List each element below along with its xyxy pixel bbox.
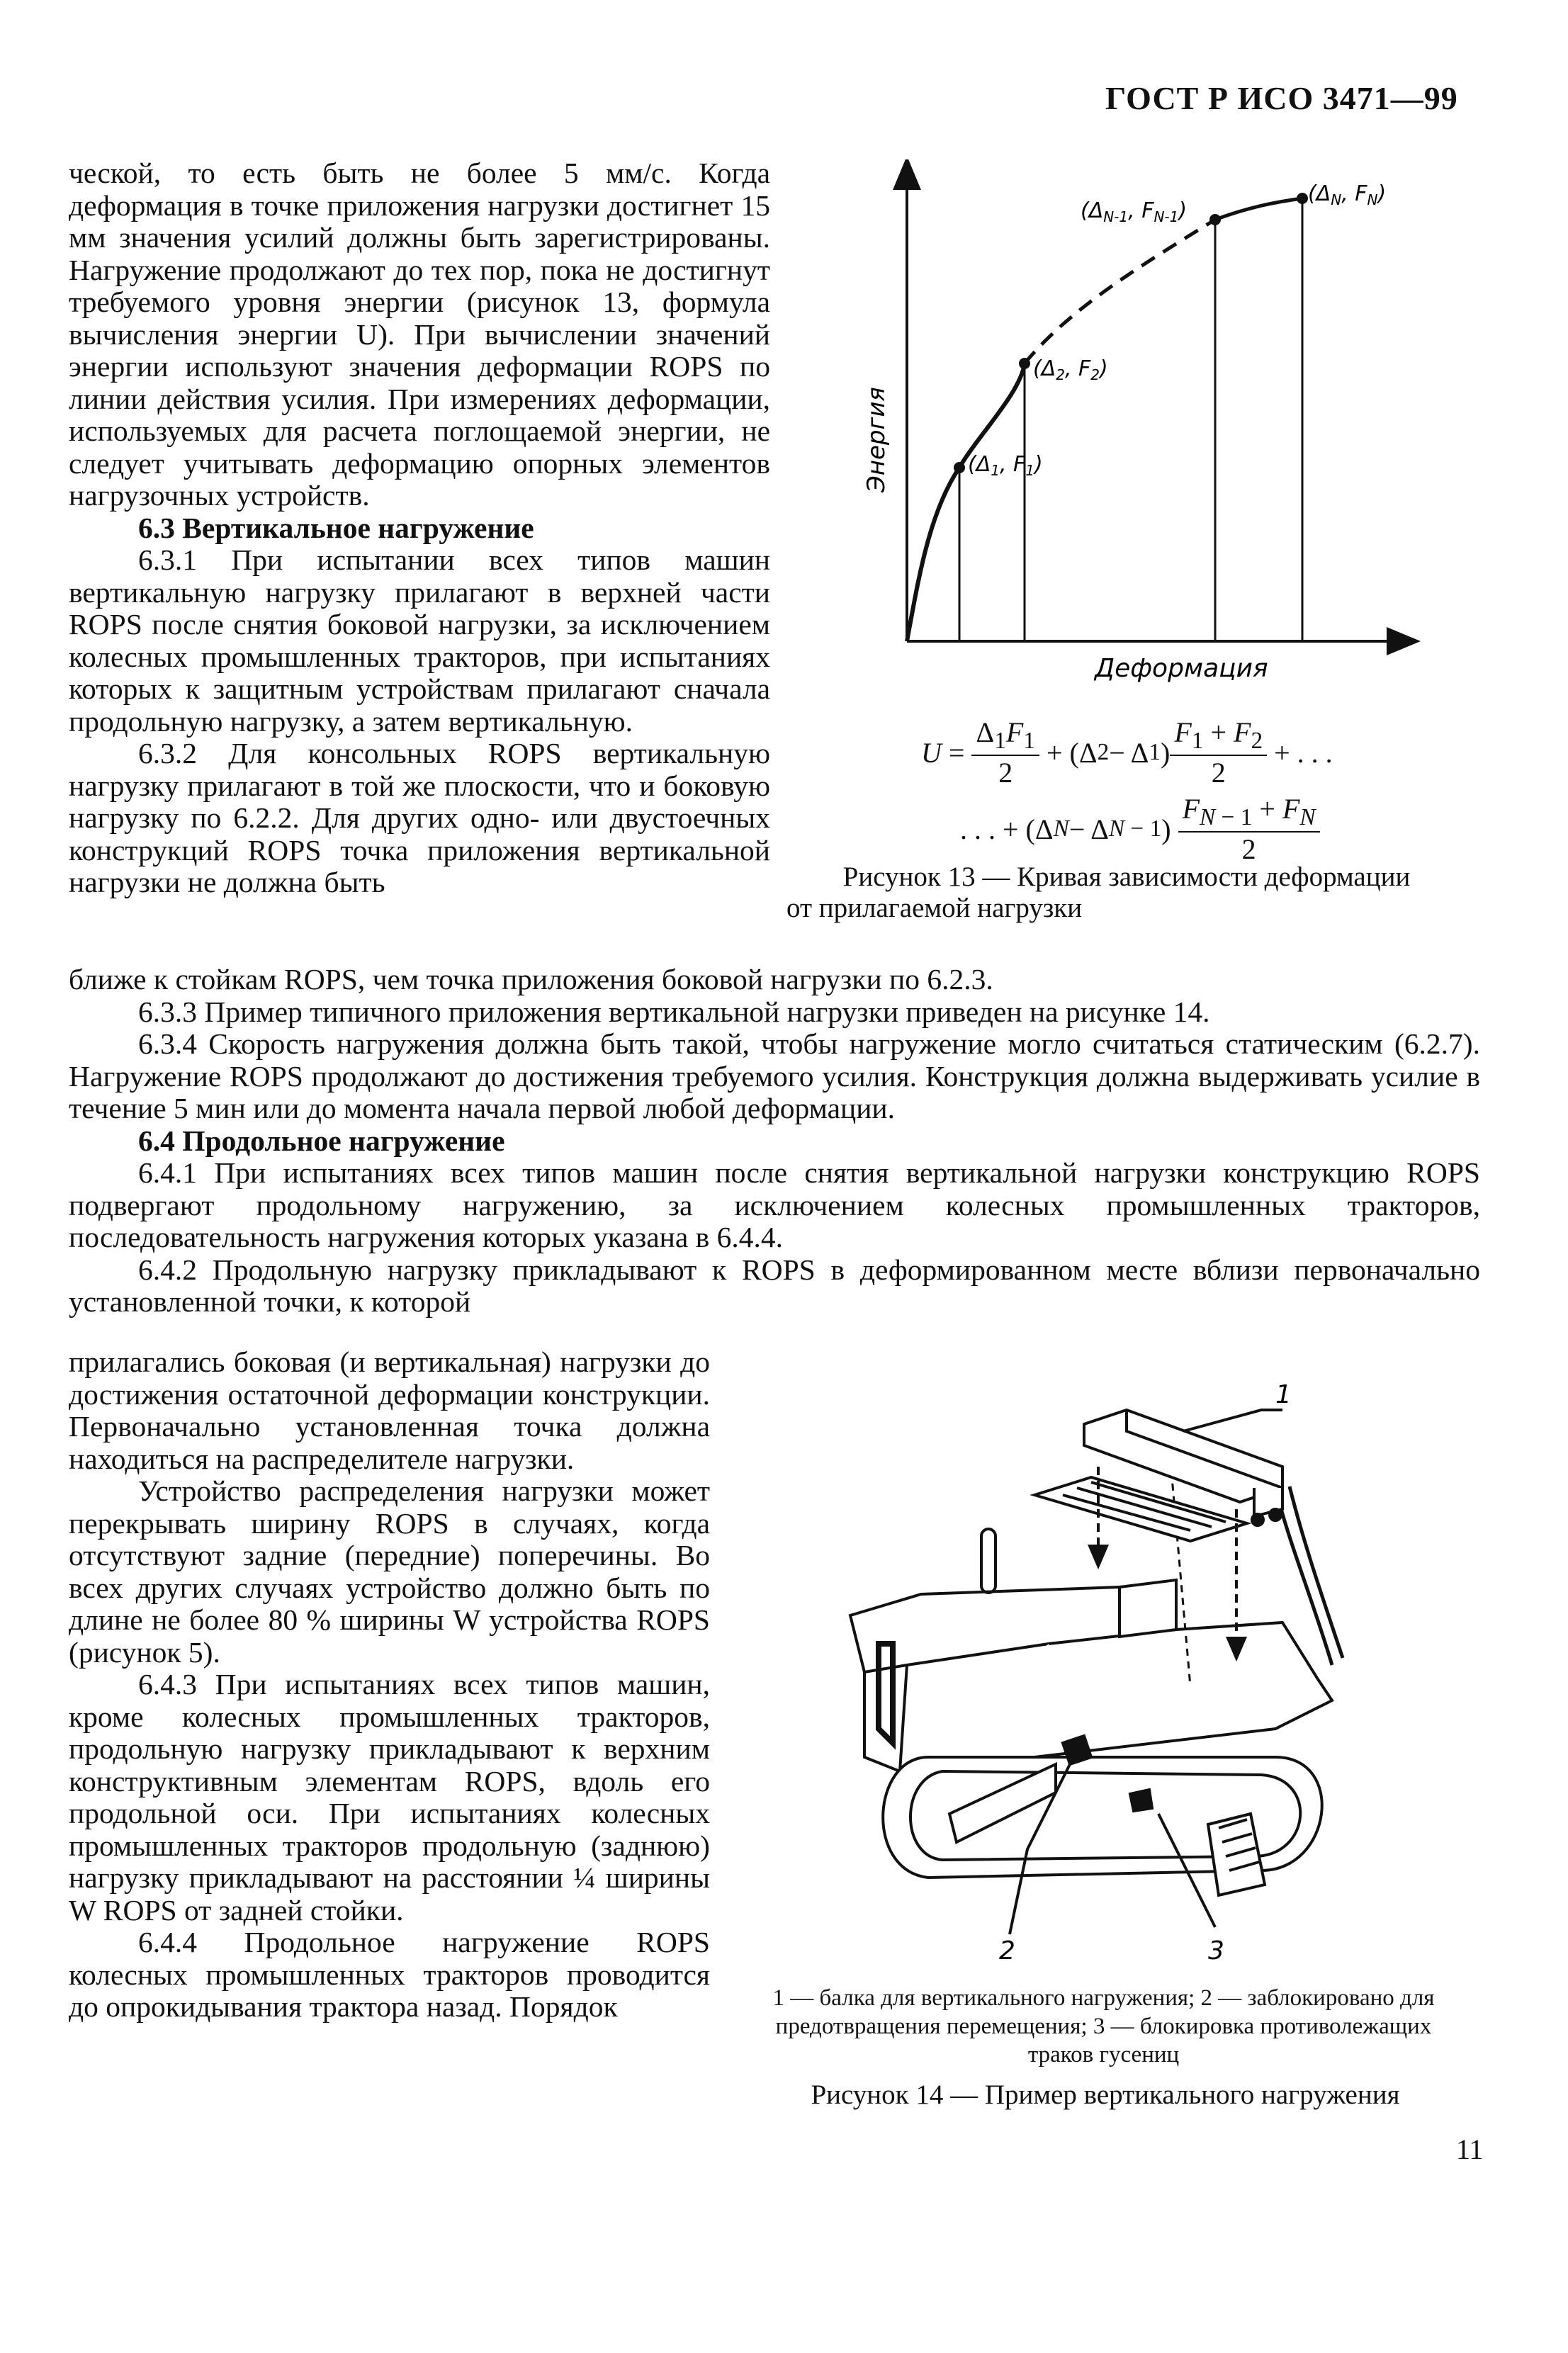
document-header: ГОСТ Р ИСО 3471—99 — [1105, 80, 1458, 116]
paragraph: 6.4.4 Продольное нагружение ROPS колесных промышленных тракторов проводится до опрокидывания трактора назад. Порядок — [69, 1926, 710, 2023]
full-width-text — [69, 964, 1480, 1319]
left-column-text — [69, 157, 770, 899]
energy-curve-dashed — [1025, 220, 1215, 363]
paragraph: 6.3.3 Пример типичного приложения вертикальной нагрузки приведен на рисунке 14. — [138, 995, 1210, 1028]
point-1 — [954, 462, 965, 473]
energy-formula: U = $\Delta_1F_1$ 2 + (Δ 2 − Δ 1 ) $F_1 + F_2$ 2 + . . . . . . + (Δ N − Δ N − 1 ) $F_{N - 1} + F_N$ 2 — [921, 716, 1333, 865]
paragraph: 6.3.2 Для консольных ROPS вертикальную нагрузку прилагают в той же плоскости, что и боковую нагрузку по 6.2.2. Для других одно- или двустоечных конструкций ROPS точка приложения вертикальной нагрузки не должна быть — [69, 737, 770, 898]
point-n — [1297, 193, 1308, 204]
leader-1 — [1183, 1410, 1282, 1431]
bottom-left-column-text — [69, 1346, 710, 2024]
figure-13-caption: Рисунок 13 — Кривая зависимости деформации от прилагаемой нагрузки — [786, 862, 1411, 923]
figure-13-graph — [808, 159, 1424, 698]
y-axis-label: Энергия — [862, 387, 891, 492]
figure-14-illustration — [822, 1360, 1474, 1984]
figure-14-label-1: 1 — [1275, 1380, 1292, 1409]
exhaust-pipe — [981, 1529, 995, 1593]
point-n-label: ($\Delta_N$, $F_N$) — [1308, 181, 1387, 208]
point-n-1 — [1209, 214, 1221, 225]
section-heading: 6.4 Продольное нагружение — [138, 1124, 505, 1157]
figure-14-label-3: 3 — [1208, 1936, 1224, 1965]
paragraph: 6.4.3 При испытаниях всех типов машин, кроме колесных промышленных тракторов, продольную нагрузку прикладывают к верхним конструктивным элементам ROPS, вдоль его продольной оси. При испытаниях колесных промышленных тракторов продольную (заднюю) нагрузку прикладывают на расстоянии ¼ ширины W ROPS от задней стойки. — [69, 1668, 710, 1926]
point-2 — [1019, 358, 1030, 369]
section-heading: 6.3 Вертикальное нагружение — [138, 511, 534, 544]
paragraph: прилагались боковая (и вертикальная) нагрузки до достижения остаточной деформации конструкции. Первоначально установленная точка должна находиться на распределителе нагрузки. — [69, 1345, 710, 1475]
point-n-1-label: ($\Delta_{N-1}$, $F_{N-1}$) — [1081, 198, 1188, 225]
paragraph: 6.4.1 При испытаниях всех типов машин после снятия вертикальной нагрузки конструкцию ROPS подвергают продольному нагружению, за исключением колесных промышленных тракторов, последовательность нагружения которых указана в 6.4.4. — [69, 1156, 1480, 1253]
paragraph: 6.3.1 При испытании всех типов машин вертикальную нагрузку прилагают в верхней части ROPS после снятия боковой нагрузки, за исключением колесных промышленных тракторов, при испытаниях которых к защитным устройствам прилагают сначала продольную нагрузку, а затем вертикальную. — [69, 543, 770, 738]
figure-14-label-2: 2 — [999, 1936, 1015, 1965]
point-1-label: ($\Delta_1$, $F_1$) — [968, 452, 1043, 479]
point-2-label: ($\Delta_2$, $F_2$) — [1033, 356, 1108, 383]
figure-14-caption: Рисунок 14 — Пример вертикального нагружения — [811, 2080, 1400, 2110]
x-axis-label: Деформация — [1095, 654, 1268, 683]
energy-curve-end — [1215, 198, 1302, 220]
page-number: 11 — [1456, 2133, 1484, 2165]
figure-14-legend: 1 — балка для вертикального нагружения; 2 — заблокировано для предотвращения перемещения; 3 — блокировка противолежащих траков гусениц — [772, 1985, 1435, 2067]
paragraph: ближе к стойкам ROPS, чем точка приложения боковой нагрузки по 6.2.3. — [69, 963, 993, 995]
paragraph: Устройство распределения нагрузки может перекрывать ширину ROPS в случаях, когда отсутствуют задние (передние) поперечины. Во всех других случаях устройство должно быть по длине не более 80 % ширины W устройства ROPS (рисунок 5). — [69, 1474, 710, 1669]
block-wedge-3 — [1130, 1790, 1152, 1811]
energy-curve-solid — [907, 363, 1025, 641]
paragraph: ческой, то есть быть не более 5 мм/с. Когда деформация в точке приложения нагрузки достигнет 15 мм значения усилий должны быть зарегистрированы. Нагружение продолжают до тех пор, пока не достигнут требуемого уровня энергии (рисунок 13, формула вычисления энергии U). При вычислении значений энергии используют значения деформации ROPS по линии действия усилия. При измерениях деформации, используемых для расчета поглощаемой энергии, не следует учитывать деформацию опорных элементов нагрузочных устройств. — [69, 157, 770, 512]
paragraph: 6.3.4 Скорость нагружения должна быть такой, чтобы нагружение могло считаться статическим (6.2.7). Нагружение ROPS продолжают до достижения требуемого усилия. Конструкция должна выдерживать усилие в течение 5 мин или до момента начала первой любой деформации. — [69, 1027, 1480, 1124]
paragraph: 6.4.2 Продольную нагрузку прикладывают к ROPS в деформированном месте вблизи первоначально установленной точки, к которой — [69, 1253, 1480, 1318]
